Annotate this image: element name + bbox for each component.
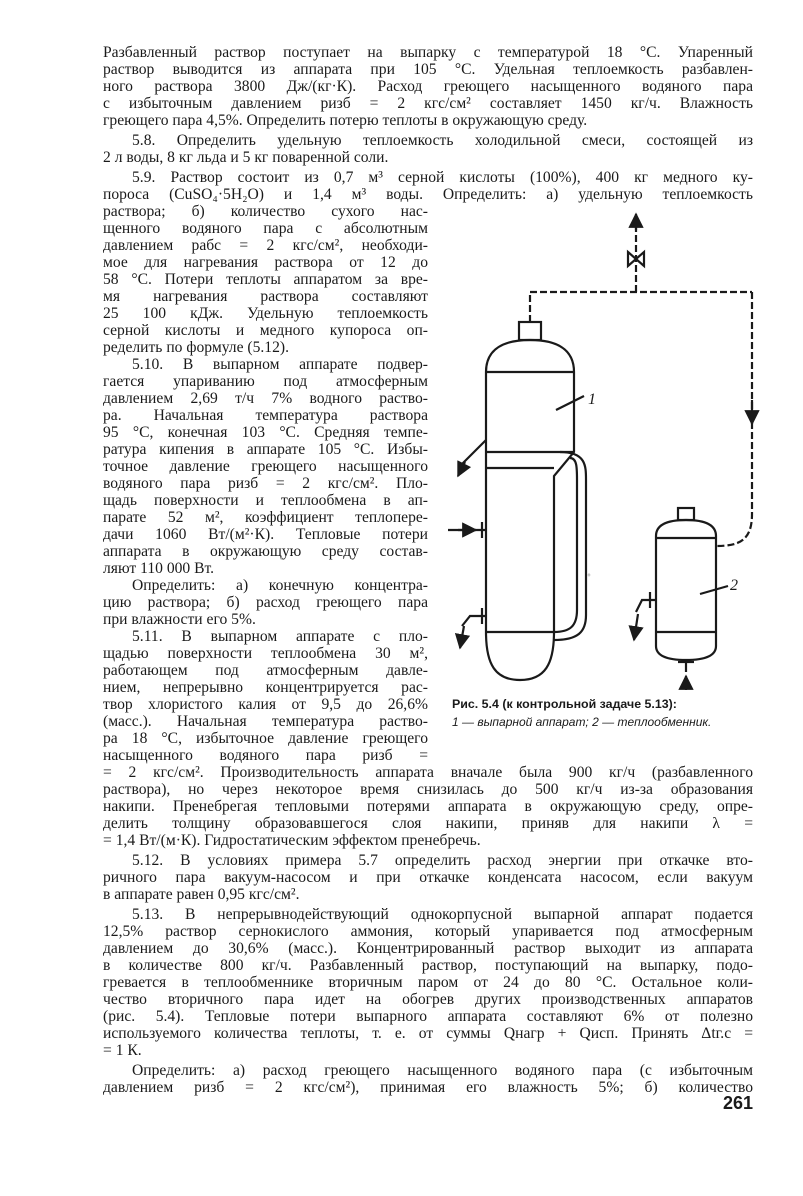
text-line: нием, непрерывно концентрируется рас-: [103, 679, 428, 696]
text-line: с избыточным давлением pизб = 2 кгс/см² составляет 1450 кг/ч. Влажность: [103, 95, 753, 112]
text-line: 12,5% раствор сернокислого аммония, который упаривается под атмосферным: [103, 923, 753, 940]
problem-5-12: 5.12. В условиях примера 5.7 определить расход энергии при откачке вто-: [132, 852, 753, 869]
problem-5-9: 5.9. Раствор состоит из 0,7 м³ серной кислоты (100%), 400 кг медного ку-: [132, 169, 753, 186]
text-line: 2 л воды, 8 кг льда и 5 кг поваренной соли.: [103, 149, 389, 166]
text-line: давлением до 30,6% (масс.). Концентрированный раствор выходит из аппарата: [103, 940, 753, 957]
text-line: давлением pабс = 2 кгс/см², необходи-: [103, 237, 428, 254]
text-line: цию раствора; б) расход греющего пара: [103, 594, 428, 611]
text-line: дачи 1060 Вт/(м²·К). Тепловые потери: [103, 526, 428, 543]
text-line: водяного пара pизб = 2 кгс/см². Пло-: [103, 475, 428, 492]
text-line: 58 °С. Потери теплоты аппаратом за вре-: [103, 271, 428, 288]
problem-5-8: 5.8. Определить удельную теплоемкость холодильной смеси, состоящей из: [132, 132, 753, 149]
text-line: используемого количества теплоты, т. е. от суммы Qнагр + Qисп. Принять Δtг.с =: [103, 1025, 753, 1042]
heat-exchanger: [636, 508, 728, 672]
text-line: ляют 110 000 Вт.: [103, 560, 215, 577]
text-line: гревается в теплообменнике вторичным паром от 24 до 80 °С. Остальное коли-: [103, 974, 753, 991]
vapor-lines: [530, 220, 752, 546]
text-line: (масс.). Начальная температура раство-: [103, 713, 428, 730]
text-line: ричного пара вакуум-насосом и при откачке конденсата насосом, если вакуум: [103, 869, 753, 886]
evaporator-diagram: [432, 208, 765, 698]
label-2: 2: [730, 577, 738, 594]
text-line: при влажности его 5%.: [103, 611, 256, 628]
text-line: 95 °С, конечная 103 °С. Средняя темпе-: [103, 424, 428, 441]
text-line: ного раствора 3800 Дж/(кг·К). Расход греющего насыщенного водяного пара: [103, 78, 753, 95]
text-line: парате 52 м², коэффициент теплопере-: [103, 509, 428, 526]
page-number: 261: [723, 1093, 754, 1113]
text-line: щенного водяного пара с абсолютным: [103, 220, 428, 237]
text-line: накипи. Пренебрегая тепловыми потерями аппарата в окружающую среду, опре-: [103, 798, 753, 815]
text-line: давлением pизб = 2 кгс/см²), принимая его влажность 5%; б) количество: [103, 1079, 753, 1096]
text-line: щадь поверхности и теплообмена в ап-: [103, 492, 428, 509]
text-line: Разбавленный раствор поступает на выпарку с температурой 18 °С. Упаренный: [103, 44, 753, 61]
text-line: Определить: а) конечную концентра-: [132, 577, 428, 594]
text-line: чество вторичного пара идет на обогрев других производственных аппаратов: [103, 991, 753, 1008]
text-line: серной кислоты и медного купороса оп-: [103, 322, 428, 339]
text-line: 25 100 кДж. Удельную теплоемкость: [103, 305, 428, 322]
problem-5-10: 5.10. В выпарном аппарате подвер-: [132, 356, 428, 373]
text-line: делить толщину образовавшегося слоя накипи, приняв для накипи λ =: [103, 815, 753, 832]
text-line: ра 18 °С, избыточное давление греющего: [103, 730, 428, 747]
text-line: ределить по формуле (5.12).: [103, 339, 289, 356]
text-line: = 2 кгс/см². Производительность аппарата вначале была 900 кг/ч (разбавленного: [103, 764, 753, 781]
text-line: раствор выводится из аппарата при 105 °С. Удельная теплоемкость разбавлен-: [103, 61, 753, 78]
text-line: мое для нагревания раствора от 12 до: [103, 254, 428, 271]
text-line: в аппарате равен 0,95 кгс/см².: [103, 886, 300, 903]
text-line: твор хлористого калия от 9,5 до 26,6%: [103, 696, 428, 713]
figure-caption-title: Рис. 5.4 (к контрольной задаче 5.13):: [452, 697, 677, 711]
evaporator-apparatus: [458, 322, 586, 680]
text-line: = 1,4 Вт/(м·К). Гидростатическим эффектом пренебречь.: [103, 832, 481, 849]
problem-5-11: 5.11. В выпарном аппарате с пло-: [132, 628, 428, 645]
text-line: давлением 2,69 т/ч 7% водного раство-: [103, 390, 428, 407]
text-line: пороса (CuSO₄·5H₂O) и 1,4 м³ воды. Определить: а) удельную теплоемкость: [103, 186, 753, 203]
text-line: в количестве 800 кг/ч. Разбавленный раствор, поступающий на выпарку, подо-: [103, 957, 753, 974]
text-line: Определить: а) расход греющего насыщенного водяного пара (с избыточным: [132, 1062, 753, 1079]
text-line: насыщенного водяного пара pизб =: [103, 747, 428, 764]
text-line: мя нагревания раствора составляют: [103, 288, 428, 305]
text-line: гается упариванию под атмосферным: [103, 373, 428, 390]
label-1: 1: [588, 391, 596, 408]
text-line: греющего пара 4,5%. Определить потерю теплоты в окружающую среду.: [103, 112, 588, 129]
text-line: = 1 К.: [103, 1042, 142, 1059]
problem-5-13: 5.13. В непрерывнодействующий однокорпусной выпарной аппарат подается: [132, 906, 753, 923]
text-line: аппарата в окружающую среду состав-: [103, 543, 428, 560]
text-line: точное давление греющего насыщенного: [103, 458, 428, 475]
text-line: щадью поверхности теплообмена 30 м²,: [103, 645, 428, 662]
text-line: ра. Начальная температура раствора: [103, 407, 428, 424]
valve-icon: [628, 252, 644, 266]
text-line: (рис. 5.4). Тепловые потери выпарного аппарата составляют 6% от полезно: [103, 1008, 753, 1025]
text-line: раствора; б) количество сухого нас-: [103, 203, 428, 220]
text-line: раствора), но через некоторое время снизилась до 500 кг/ч из-за образования: [103, 781, 753, 798]
text-line: работающем под атмосферным давле-: [103, 662, 428, 679]
figure-caption-legend: 1 — выпарной аппарат; 2 — теплообменник.: [452, 715, 712, 729]
text-line: ратура кипения в аппарате 105 °С. Избы-: [103, 441, 428, 458]
